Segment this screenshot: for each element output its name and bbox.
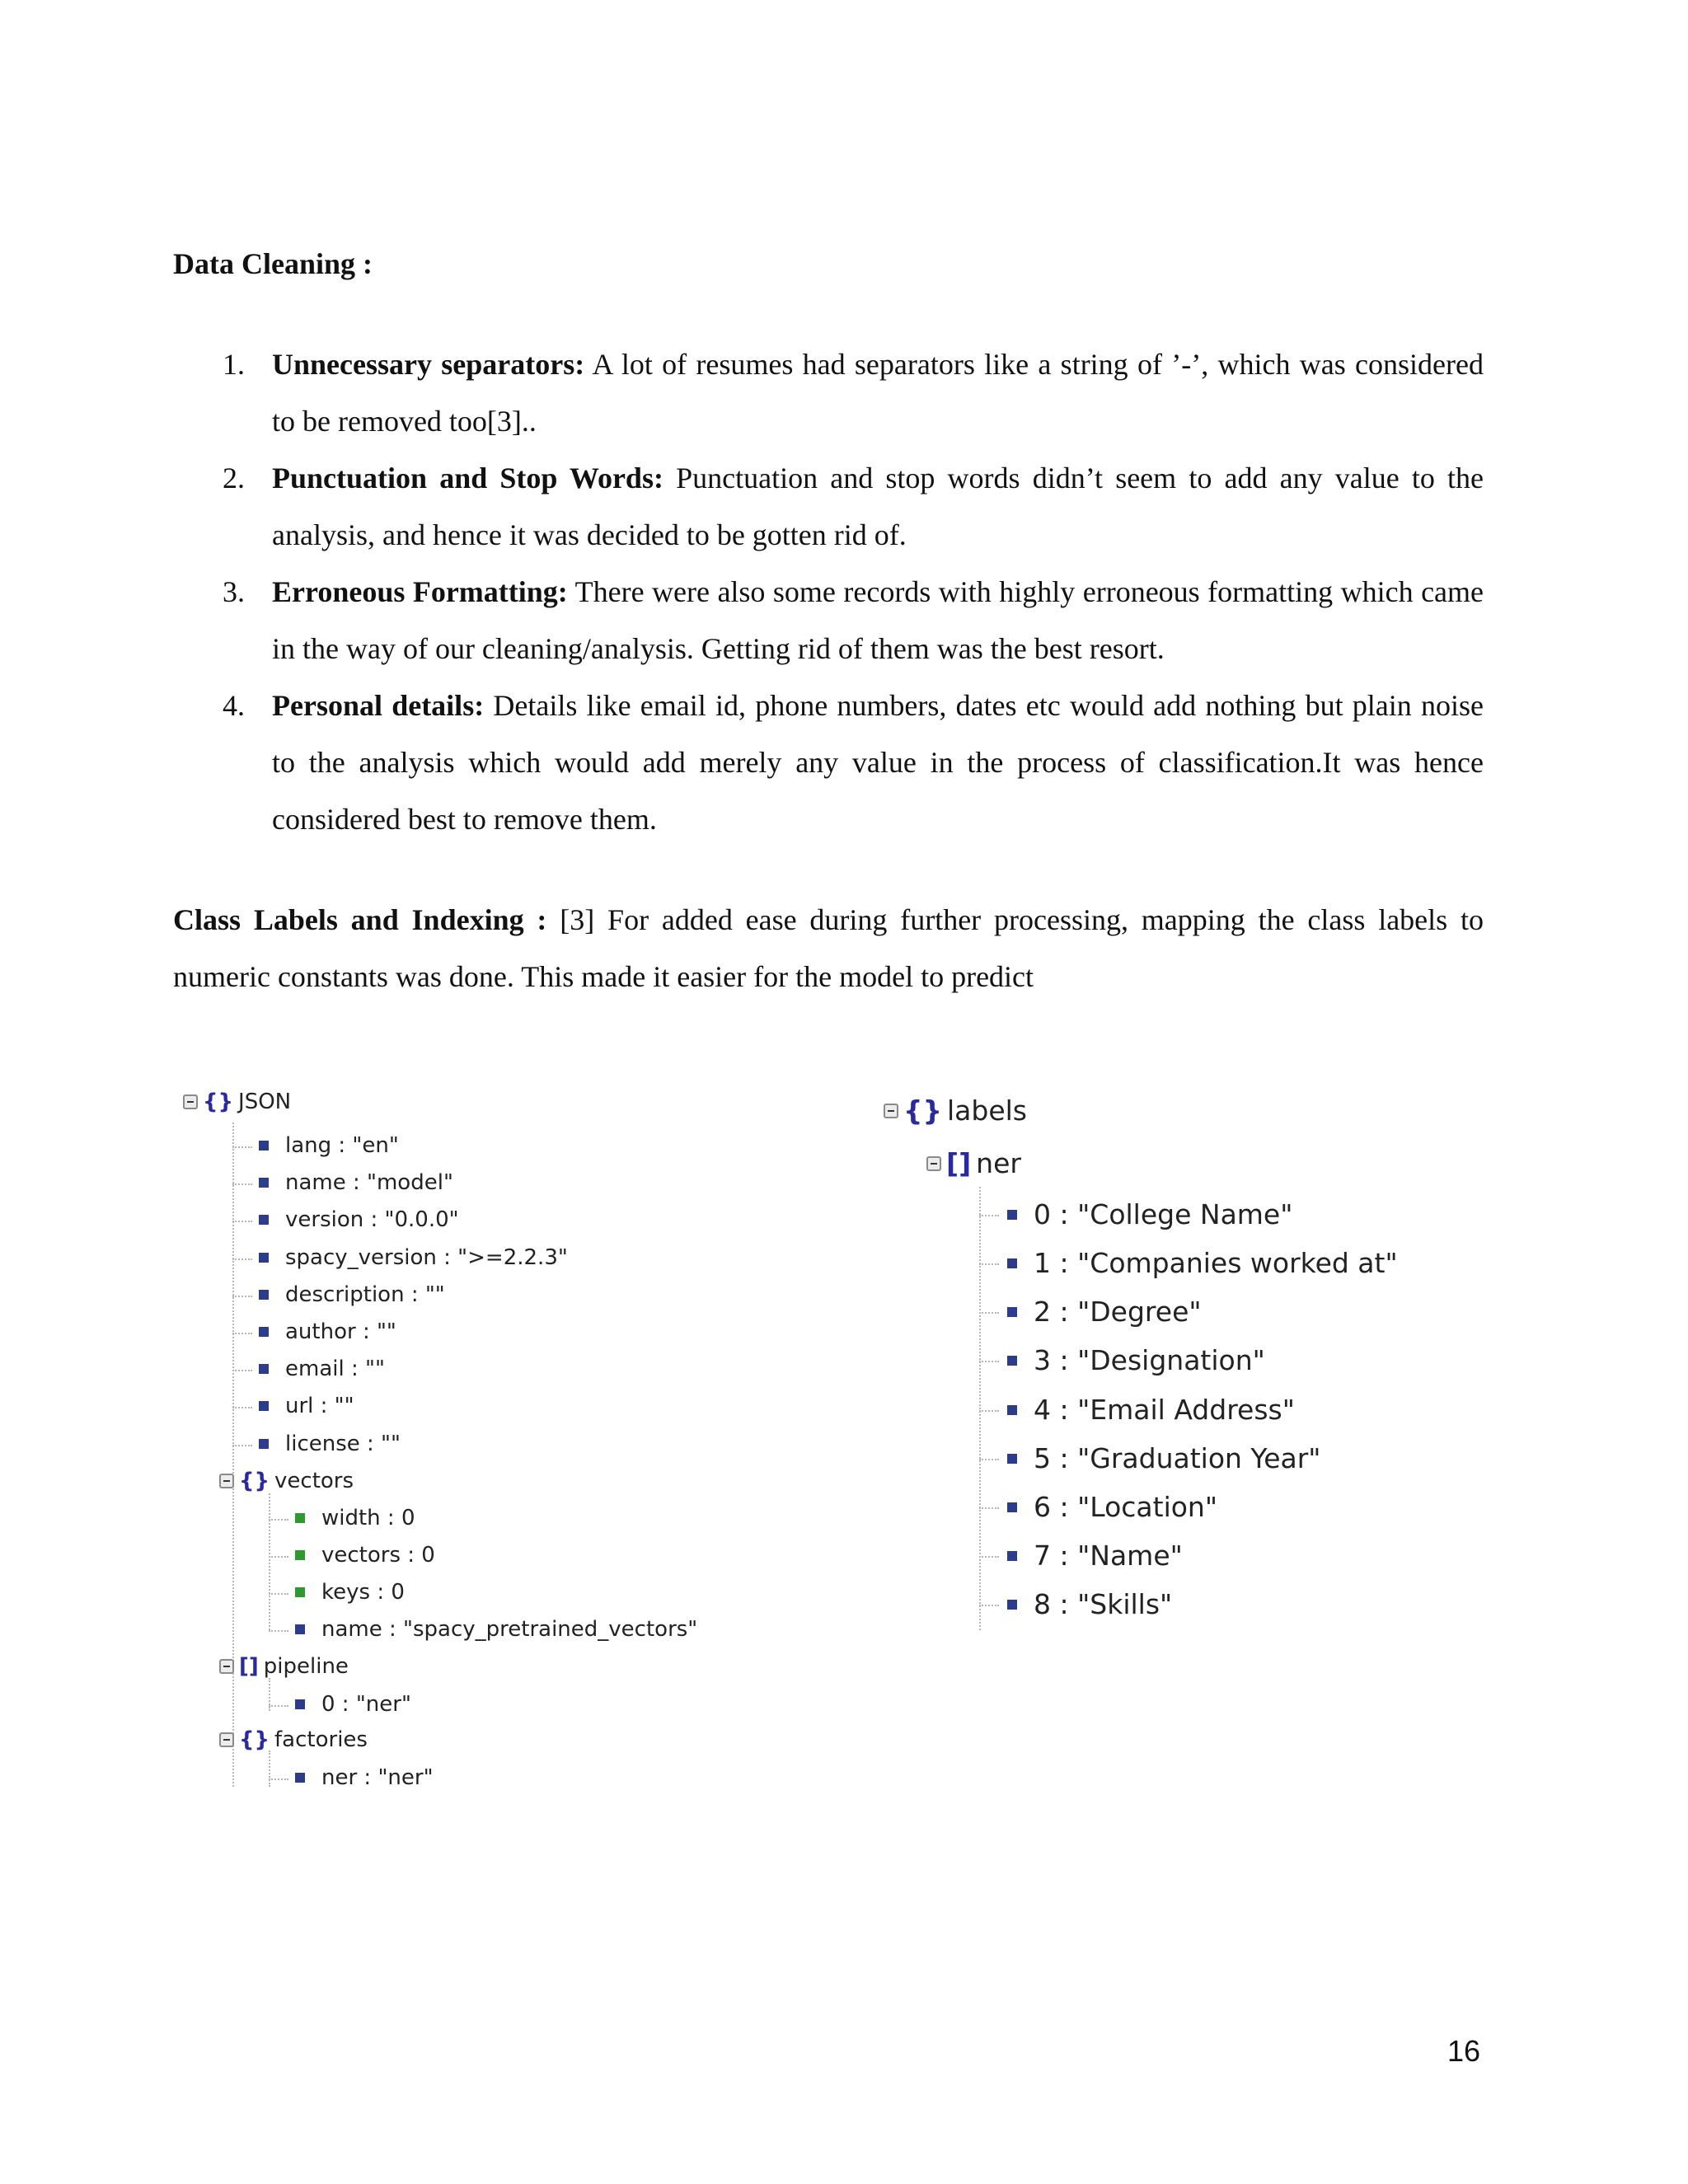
tree-leaf[interactable] <box>259 1432 401 1456</box>
value-square-icon <box>259 1141 269 1151</box>
tree-node-label: JSON <box>238 1090 292 1114</box>
tree-leaf[interactable] <box>1007 1247 1398 1279</box>
tree-node-pipeline[interactable] <box>219 1654 349 1679</box>
value-square-icon <box>295 1587 305 1597</box>
tree-leaf[interactable] <box>295 1580 405 1605</box>
value-square-icon <box>1007 1502 1017 1512</box>
tree-leaf-label: keys : 0 <box>321 1580 405 1605</box>
tree-leaf[interactable] <box>259 1245 568 1270</box>
list-item <box>223 450 1484 564</box>
tree-leaf-label: 0 : "College Name" <box>1034 1198 1293 1230</box>
array-bracket-icon: [] <box>946 1147 972 1179</box>
tree-leaf[interactable] <box>1007 1491 1217 1523</box>
list-item-title: Erroneous Formatting: <box>272 575 568 608</box>
tree-leaf[interactable] <box>295 1506 415 1530</box>
tree-node-ner[interactable] <box>926 1147 1021 1179</box>
value-square-icon <box>259 1327 269 1337</box>
list-item-text: Details like email id, phone numbers, dates etc would add nothing but plain noise to the analysis which would add merely any value in the process of classification.It was hence considered best to remove them. <box>272 689 1484 836</box>
tree-leaf[interactable] <box>1007 1344 1265 1376</box>
value-square-icon <box>295 1550 305 1560</box>
cleaning-steps-list <box>223 336 1484 848</box>
tree-leaf[interactable] <box>1007 1588 1172 1620</box>
tree-leaf[interactable] <box>1007 1296 1202 1328</box>
collapse-toggle-icon[interactable] <box>219 1659 234 1674</box>
list-item <box>223 564 1484 677</box>
tree-leaf-label: spacy_version : ">=2.2.3" <box>285 1245 568 1270</box>
value-square-icon <box>1007 1454 1017 1464</box>
page-number: 16 <box>1447 2034 1481 2068</box>
tree-leaf[interactable] <box>259 1170 453 1195</box>
object-brace-icon: {} <box>239 1469 270 1493</box>
tree-leaf-label: name : "model" <box>285 1170 453 1195</box>
tree-leaf[interactable] <box>295 1765 434 1790</box>
tree-leaf-label: width : 0 <box>321 1506 415 1530</box>
object-brace-icon: {} <box>203 1090 234 1114</box>
tree-leaf-label: 5 : "Graduation Year" <box>1034 1442 1321 1474</box>
tree-leaf-label: version : "0.0.0" <box>285 1207 459 1232</box>
value-square-icon <box>1007 1258 1017 1268</box>
tree-leaf[interactable] <box>259 1282 445 1307</box>
tree-leaf-label: 6 : "Location" <box>1034 1491 1218 1523</box>
list-item-title: Unnecessary separators: <box>272 348 585 381</box>
tree-node-json[interactable] <box>183 1090 291 1114</box>
value-square-icon <box>295 1624 305 1634</box>
list-item-number: 1. <box>223 348 245 381</box>
tree-node-label: factories <box>274 1727 368 1752</box>
value-square-icon <box>259 1290 269 1300</box>
tree-leaf[interactable] <box>259 1133 399 1158</box>
collapse-toggle-icon[interactable] <box>219 1732 234 1747</box>
value-square-icon <box>259 1253 269 1263</box>
tree-node-vectors[interactable] <box>219 1469 354 1493</box>
list-item-number: 4. <box>223 689 245 722</box>
value-square-icon <box>1007 1405 1017 1415</box>
value-square-icon <box>1007 1551 1017 1561</box>
value-square-icon <box>259 1439 269 1449</box>
class-labels-paragraph <box>173 892 1484 1005</box>
collapse-toggle-icon[interactable] <box>926 1156 941 1171</box>
list-item-text: There were also some records with highly erroneous formatting which came in the way of our cleaning/analysis. Getting rid of them was the best resort. <box>272 575 1484 665</box>
value-square-icon <box>1007 1210 1017 1220</box>
value-square-icon <box>1007 1600 1017 1610</box>
list-item-number: 3. <box>223 575 245 608</box>
list-item-text: A lot of resumes had separators like a string of ’-’, which was considered to be removed too[3].. <box>272 348 1484 438</box>
tree-leaf[interactable] <box>1007 1442 1320 1474</box>
value-square-icon <box>295 1773 305 1783</box>
tree-node-label: labels <box>947 1094 1028 1127</box>
value-square-icon <box>259 1178 269 1188</box>
tree-leaf[interactable] <box>295 1692 411 1717</box>
class-labels-text: [3] For added ease during further processing, mapping the class labels to numeric constants was done. This made it easier for the model to predict <box>173 903 1484 993</box>
tree-leaf-label: 3 : "Designation" <box>1034 1344 1265 1376</box>
collapse-toggle-icon[interactable] <box>183 1094 198 1109</box>
section-heading-data-cleaning: Data Cleaning : <box>173 247 373 280</box>
list-item-title: Personal details: <box>272 689 485 722</box>
class-labels-title: Class Labels and Indexing : <box>173 903 547 936</box>
value-square-icon <box>259 1215 269 1225</box>
list-item-text: Punctuation and stop words didn’t seem to add any value to the analysis, and hence it was decided to be gotten rid of. <box>272 462 1484 551</box>
tree-leaf-label: author : "" <box>285 1319 396 1344</box>
object-brace-icon: {} <box>239 1727 270 1752</box>
object-brace-icon: {} <box>903 1094 942 1127</box>
collapse-toggle-icon[interactable] <box>884 1104 898 1118</box>
tree-leaf-label: name : "spacy_pretrained_vectors" <box>321 1617 698 1642</box>
list-item-number: 2. <box>223 462 245 494</box>
tree-leaf[interactable] <box>259 1319 396 1344</box>
tree-leaf[interactable] <box>295 1543 435 1568</box>
tree-leaf[interactable] <box>1007 1394 1295 1426</box>
tree-node-label: pipeline <box>263 1654 349 1679</box>
value-square-icon <box>1007 1356 1017 1366</box>
tree-leaf-label: email : "" <box>285 1357 385 1381</box>
tree-leaf-label: vectors : 0 <box>321 1543 435 1568</box>
tree-leaf[interactable] <box>1007 1540 1183 1572</box>
tree-leaf[interactable] <box>259 1394 354 1418</box>
collapse-toggle-icon[interactable] <box>219 1474 234 1488</box>
tree-leaf[interactable] <box>259 1207 459 1232</box>
value-square-icon <box>1007 1307 1017 1317</box>
tree-node-labels[interactable] <box>884 1094 1027 1127</box>
tree-leaf-label: ner : "ner" <box>321 1765 434 1790</box>
value-square-icon <box>259 1364 269 1374</box>
list-item-title: Punctuation and Stop Words: <box>272 462 663 494</box>
tree-leaf-label: 0 : "ner" <box>321 1692 411 1717</box>
tree-leaf-label: 7 : "Name" <box>1034 1540 1183 1572</box>
tree-leaf[interactable] <box>259 1357 385 1381</box>
tree-leaf-label: license : "" <box>285 1432 401 1456</box>
list-item <box>223 336 1484 450</box>
tree-leaf[interactable] <box>295 1617 697 1642</box>
tree-leaf-label: 4 : "Email Address" <box>1034 1394 1295 1426</box>
tree-node-factories[interactable] <box>219 1727 368 1752</box>
tree-leaf-label: lang : "en" <box>285 1133 399 1158</box>
value-square-icon <box>295 1513 305 1523</box>
tree-leaf-label: 8 : "Skills" <box>1034 1588 1173 1620</box>
value-square-icon <box>259 1401 269 1411</box>
array-bracket-icon: [] <box>239 1654 259 1679</box>
tree-leaf[interactable] <box>1007 1198 1292 1230</box>
tree-node-label: vectors <box>274 1469 354 1493</box>
tree-leaf-label: 1 : "Companies worked at" <box>1034 1247 1398 1279</box>
tree-node-label: ner <box>976 1147 1021 1179</box>
tree-leaf-label: url : "" <box>285 1394 354 1418</box>
tree-leaf-label: description : "" <box>285 1282 445 1307</box>
tree-leaf-label: 2 : "Degree" <box>1034 1296 1202 1328</box>
value-square-icon <box>295 1699 305 1709</box>
list-item <box>223 677 1484 848</box>
